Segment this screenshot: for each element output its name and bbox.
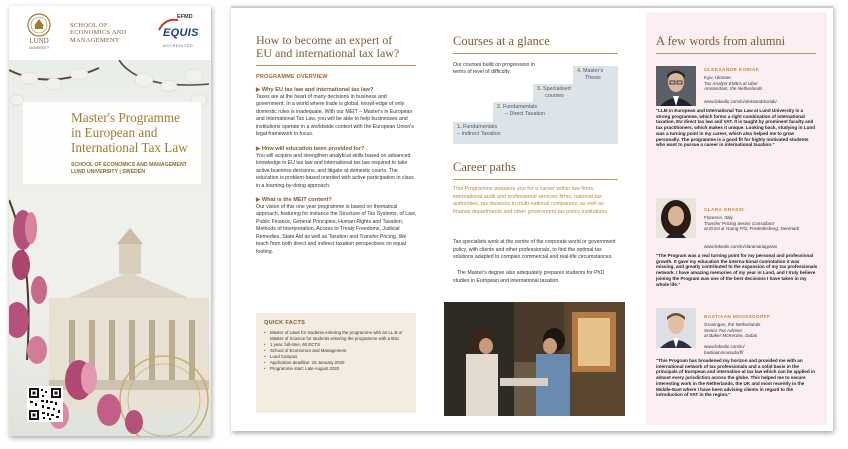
cover-title [71, 110, 199, 155]
logo-name-text: LUND [29, 37, 49, 45]
alumni-role-text: Amsterdam, the Netherlands [704, 86, 763, 92]
triangle-bullet-icon: ▶ [256, 87, 262, 93]
courses-heading: Courses at a glance [453, 34, 550, 48]
course-step-4 [573, 66, 618, 84]
efmd-label: EFMD [177, 14, 193, 20]
list-item: • Lund Campus [264, 354, 408, 360]
answer-3: Our vision of this one year programme is based on thematical approach, featuring for instance the Structure of Tax Systems, of Law, Public Finance, General Principles, Human Rights and Taxation, Methods of Interpretation, Access to Treaty Freedoms, Judicial Remedies, State Aid as well as Taxation and Transfer Pricing. We teach from both direct and indirect taxation perspectives on equal footing. [256, 203, 416, 255]
list-item: • Master of Laws for students entering the programme with an LL.B or Master of Science for students entering the programme with a BSc [264, 330, 408, 342]
overview-heading [256, 34, 416, 60]
qr-code[interactable] [27, 386, 63, 422]
overview-heading-line: How to become an expert of [256, 33, 393, 47]
alumni-divider [656, 53, 816, 54]
alumni-details [704, 322, 824, 339]
brochure-spread [231, 6, 833, 431]
alumni-role [704, 86, 824, 92]
alumni-quote: "The Program was a real turning point for my personal and professional growth. It gave my education the interna-tional connotation it was missing, and greatly contributed to the expansion of my tax professionals network. I have amazing memories of my year in Lund, and I truly believe joining the Program was one of the best decisions I have taken in my whole life." [656, 253, 818, 287]
quick-facts-heading: QUICK FACTS [264, 320, 306, 326]
step-number: 1. [457, 124, 462, 130]
lund-university-logo [25, 12, 53, 52]
step-number: 2. [497, 104, 502, 110]
alumni-name: CLARA GRASSI [704, 208, 744, 213]
top-divider [231, 6, 833, 8]
career-paragraph: Tax specialists work at the centre of the corporate world or government policy, with clients and other professionals, to find the optimal tax solutions adapted to complex commercial and real-life circumstances. [453, 239, 616, 260]
step-subtitle: courses [545, 92, 564, 99]
quick-facts-box [256, 313, 416, 413]
alumni-role-text: at Ernst & Young P/S, Frederiksberg, Denmark [704, 226, 800, 232]
alumni-details [704, 215, 824, 232]
triangle-bullet-icon: ▶ [256, 145, 262, 152]
cover-subtitle-line: LUND UNIVERSITY | SWEDEN [71, 168, 145, 175]
cover-title-line: Master's Programme [71, 110, 180, 125]
courses-intro: Our courses build on progression in terms of level of difficulty. [453, 62, 535, 76]
step-line [537, 86, 614, 93]
school-name-line: ECONOMICS AND [70, 29, 127, 37]
cover-header [9, 6, 211, 60]
overview-divider [256, 65, 416, 66]
list-item: • School of Economics and Management [264, 348, 408, 354]
career-intro: This Programme prepares you for a career within law firms, international audit and professional services firms, national tax authorities, tax divisions in multi-national companies, as well as finance departments and other government tax policy institutions. [453, 186, 609, 215]
students-photo [444, 302, 625, 416]
alumni-quote: "LLM in European and International Tax Law at Lund University is a strong programme, which forms a right combination of international taxation, EU direct tax law and VAT. It is taught by prominent faculty and tax practitioners, which makes it unique. Looking back, studying in Lund was a turning point in my career, which also helped me to grow personally. The programme is a good fit for highly motivated students who want to pursue a career in international taxation." [656, 108, 816, 148]
alumni-column [646, 12, 827, 425]
overview-heading-line: EU and international tax law? [256, 46, 400, 60]
school-name [70, 22, 140, 44]
career-divider [453, 179, 618, 180]
question-1 [256, 87, 416, 93]
course-step-1 [453, 122, 618, 144]
step-line [457, 124, 614, 131]
school-name-line: MANAGEMENT [70, 36, 120, 44]
alumni-location: Kyiv, Ukraine [704, 75, 731, 80]
brochure-cover [9, 6, 211, 436]
alumni-heading: A few words from alumni [656, 34, 786, 48]
alumni-header [656, 34, 816, 54]
answer-2: You will acquire and strengthen analytical skills based on advanced knowledge in EU tax law and international tax law required to take active business decisions, and litigate at domestic courts. The education is problem-based oriented with active participation in class in a learning-by-doing approach. [256, 152, 414, 189]
alumni-name: BASTIAAN MOOSSDORFF [704, 315, 771, 320]
linkedin-link[interactable]: www.linkedin.com/in/ bastiaanmoossdorff/ [704, 344, 745, 355]
step-number: 3. [537, 86, 542, 92]
courses-column [453, 34, 618, 284]
step-title: Fundamentals [463, 124, 498, 130]
question-text: What is the MEIT content? [261, 196, 332, 203]
career-paths-heading: Career paths [453, 160, 516, 174]
alumni-role-text: Transfer Pricing Senior Consultant [704, 220, 774, 226]
list-item: • Application deadline: 15 January 2020 [264, 360, 408, 366]
alumni-role [704, 226, 824, 232]
step-number: 4. [577, 68, 582, 74]
linkedin-link[interactable]: www.linkedin.com/in/claramariagrassi [704, 244, 777, 249]
list-item: • Programme start: Late August 2020 [264, 366, 408, 372]
alumni-location: Groningen, the Netherlands [704, 322, 761, 327]
alumni-details [704, 75, 824, 92]
triangle-bullet-icon: ▶ [256, 196, 262, 203]
answer-1: Taxes are at the heart of many decisions in business and government. In a world where trade is global, knowl-edge of only domestic rules is inadequate. With our MEIT – Master's in European and International Tax Law, you will be able to help businesses and institutions operate in a worldwide context with the European Union's legal framework in focus. [256, 94, 414, 138]
step-title: Specialised [543, 86, 571, 92]
alumni-quote: "This Program has broadened my horizon and provided me with an international network of tax professionals and a solid basis in the principals of European and internation-al tax law which can be applied in almost every jurisdiction across the globe. This helped me to secure interesting work in the Netherlands, the UK and most recently in the Middle-East where I have been advising clients in regard to the introduction of VAT in the region." [656, 358, 816, 398]
course-step-2 [493, 102, 618, 122]
question-3 [256, 197, 416, 203]
step-subtitle: – Direct Taxation [505, 110, 546, 117]
career-paths-header [453, 160, 618, 180]
alumni-role-text: Senior Tax Adviser [704, 327, 743, 333]
alumni-role-text: Tax Analyst EMEA at Uber [704, 80, 758, 86]
overview-column [256, 34, 416, 256]
alumni-role [704, 333, 824, 339]
question-2 [256, 146, 416, 152]
step-title: Master's [583, 68, 604, 74]
step-line [577, 68, 614, 75]
cover-subtitle [71, 162, 205, 175]
step-title: Fundamentals [503, 104, 538, 110]
career-paragraph: The Master's degree also adequately prepares students for PhD studies in European and international taxation. [453, 270, 605, 284]
cover-title-line: International Tax Law [71, 140, 188, 155]
cover-subtitle-line: SCHOOL OF ECONOMICS AND MANAGEMENT [71, 162, 187, 168]
programme-overview-label: PROGRAMME OVERVIEW [256, 74, 328, 80]
equis-label: EQUIS [163, 27, 199, 39]
avatar [656, 198, 696, 238]
question-text: Why EU tax law and international tax law? [261, 87, 374, 93]
accredited-label: ACCREDITED [163, 43, 194, 48]
avatar [656, 66, 696, 106]
efmd-equis-logo [157, 14, 201, 54]
logo-sub-text: UNIVERSITY [28, 46, 50, 50]
list-item: • 1 year, full-time, 60 ECTS [264, 342, 408, 348]
courses-divider [453, 53, 618, 54]
question-text: How will education been provided for? [261, 145, 365, 152]
step-subtitle: – Indirect Taxation [457, 130, 501, 137]
course-step-3 [533, 84, 618, 102]
course-steps [453, 66, 618, 146]
avatar [656, 308, 696, 348]
step-line [497, 104, 614, 111]
linkedin-link[interactable]: www.linkedin.com/in/oleksandrkoriak/ [704, 99, 777, 104]
step-subtitle: Thesis [585, 74, 601, 81]
cover-title-line: in European and [71, 125, 158, 140]
alumni-role-text: at Baker McKenzie, Dubai [704, 333, 758, 339]
school-name-line: SCHOOL OF [70, 22, 108, 29]
alumni-name: OLEKSANDR KORIAK [704, 68, 760, 73]
quick-facts-list [264, 330, 408, 372]
alumni-location: Florence, Italy [704, 215, 733, 220]
